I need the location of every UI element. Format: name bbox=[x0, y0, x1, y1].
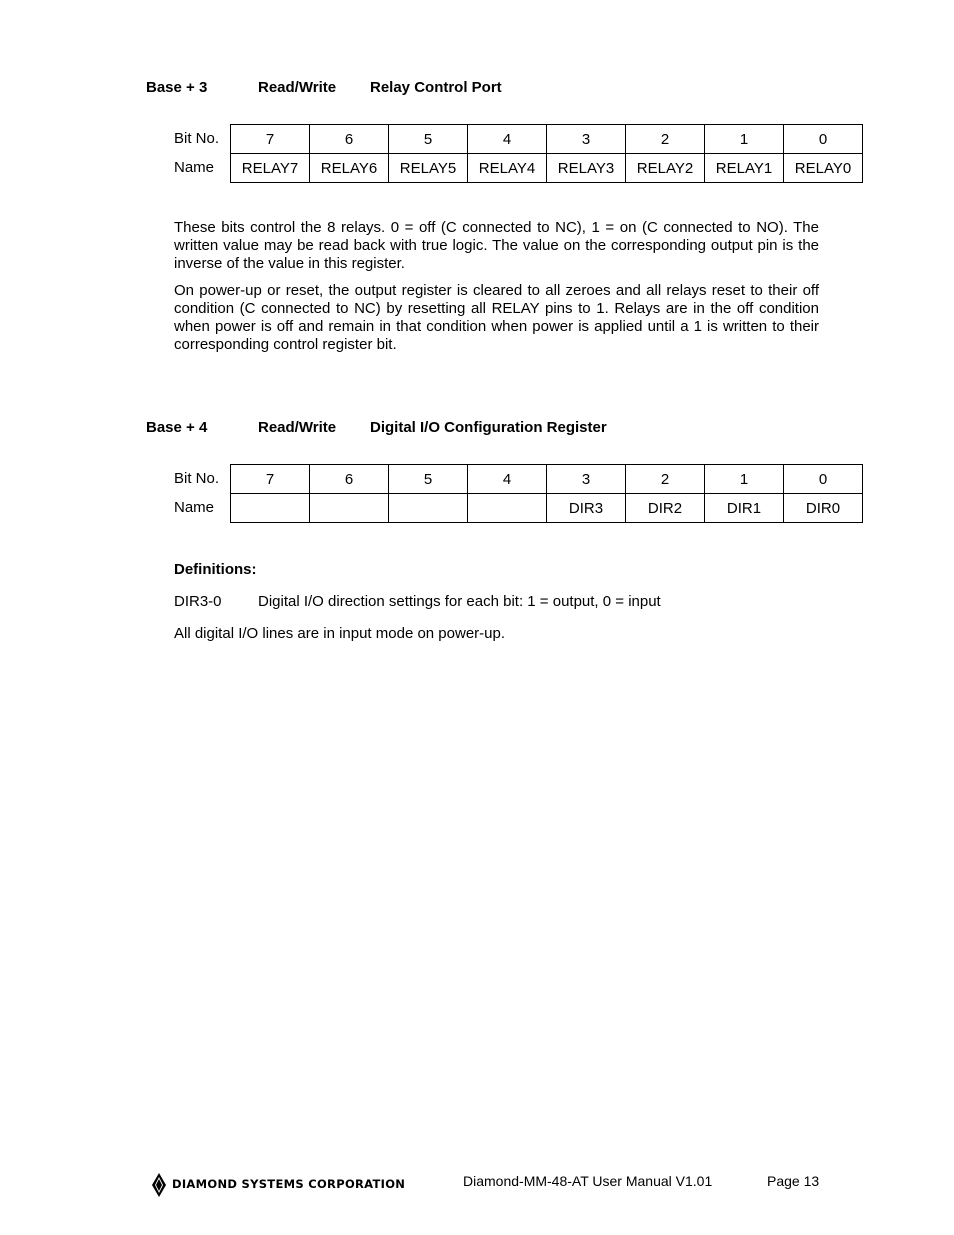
name-cell: DIR3 bbox=[547, 494, 626, 523]
bit-cell: 1 bbox=[705, 465, 784, 494]
dio-config-register-table bbox=[230, 464, 863, 523]
section2-name-label: Name bbox=[174, 499, 215, 516]
bit-cell: 0 bbox=[784, 465, 863, 494]
name-cell: DIR2 bbox=[626, 494, 705, 523]
section1-offset: Base + 3 bbox=[146, 79, 208, 96]
bit-cell: 5 bbox=[389, 465, 468, 494]
bit-cell: 0 bbox=[784, 125, 863, 154]
section2-access: Read/Write bbox=[258, 419, 337, 436]
bit-cell: 2 bbox=[626, 465, 705, 494]
relay-register-table bbox=[230, 124, 863, 183]
bit-cell: 3 bbox=[547, 125, 626, 154]
table-row-bits bbox=[231, 465, 863, 494]
section1-paragraph-1: These bits control the 8 relays. 0 = off (C connected to NC), 1 = on (C connected to NO). The written value may be read back with true logic. The value on the corresponding output pin is the inverse of the value in this register. bbox=[174, 219, 819, 272]
name-cell: RELAY5 bbox=[389, 154, 468, 183]
table-row-bits bbox=[231, 125, 863, 154]
name-cell: RELAY3 bbox=[547, 154, 626, 183]
name-cell bbox=[389, 494, 468, 523]
bit-cell: 6 bbox=[310, 125, 389, 154]
section1-access: Read/Write bbox=[258, 79, 337, 96]
diamond-logo-icon bbox=[151, 1173, 167, 1197]
bit-cell: 7 bbox=[231, 465, 310, 494]
name-cell bbox=[310, 494, 389, 523]
name-cell: RELAY6 bbox=[310, 154, 389, 183]
manual-title: Diamond-MM-48-AT User Manual V1.01 bbox=[463, 1173, 713, 1189]
section1-bit-label: Bit No. bbox=[174, 130, 220, 147]
bit-cell: 4 bbox=[468, 125, 547, 154]
section1-name-label: Name bbox=[174, 159, 215, 176]
section2-offset: Base + 4 bbox=[146, 419, 208, 436]
bit-cell: 6 bbox=[310, 465, 389, 494]
definitions-heading: Definitions: bbox=[174, 561, 257, 578]
name-cell bbox=[468, 494, 547, 523]
bit-cell: 4 bbox=[468, 465, 547, 494]
bit-cell: 2 bbox=[626, 125, 705, 154]
bit-cell: 3 bbox=[547, 465, 626, 494]
name-cell bbox=[231, 494, 310, 523]
name-cell: DIR0 bbox=[784, 494, 863, 523]
table-row-names bbox=[231, 154, 863, 183]
section1-paragraph-2: On power-up or reset, the output register is cleared to all zeroes and all relays reset to their off condition (C connected to NC) by resetting all RELAY pins to 1. Relays are in the off condition when power is off and remain in that condition when power is applied until a 1 is written to their corresponding control register bit. bbox=[174, 282, 819, 353]
name-cell: RELAY0 bbox=[784, 154, 863, 183]
bit-cell: 5 bbox=[389, 125, 468, 154]
section2-bit-label: Bit No. bbox=[174, 470, 220, 487]
bit-cell: 7 bbox=[231, 125, 310, 154]
table-row-names bbox=[231, 494, 863, 523]
name-cell: DIR1 bbox=[705, 494, 784, 523]
definition-text: Digital I/O direction settings for each bit: 1 = output, 0 = input bbox=[258, 593, 661, 610]
name-cell: RELAY1 bbox=[705, 154, 784, 183]
section2-title: Digital I/O Configuration Register bbox=[370, 419, 607, 436]
page-number: Page 13 bbox=[767, 1173, 820, 1189]
company-logo-text: DIAMOND SYSTEMS CORPORATION bbox=[172, 1177, 406, 1191]
name-cell: RELAY4 bbox=[468, 154, 547, 183]
definition-term: DIR3-0 bbox=[174, 593, 222, 610]
section1-title: Relay Control Port bbox=[370, 79, 502, 96]
name-cell: RELAY2 bbox=[626, 154, 705, 183]
power-up-note: All digital I/O lines are in input mode on power-up. bbox=[174, 625, 506, 642]
name-cell: RELAY7 bbox=[231, 154, 310, 183]
bit-cell: 1 bbox=[705, 125, 784, 154]
